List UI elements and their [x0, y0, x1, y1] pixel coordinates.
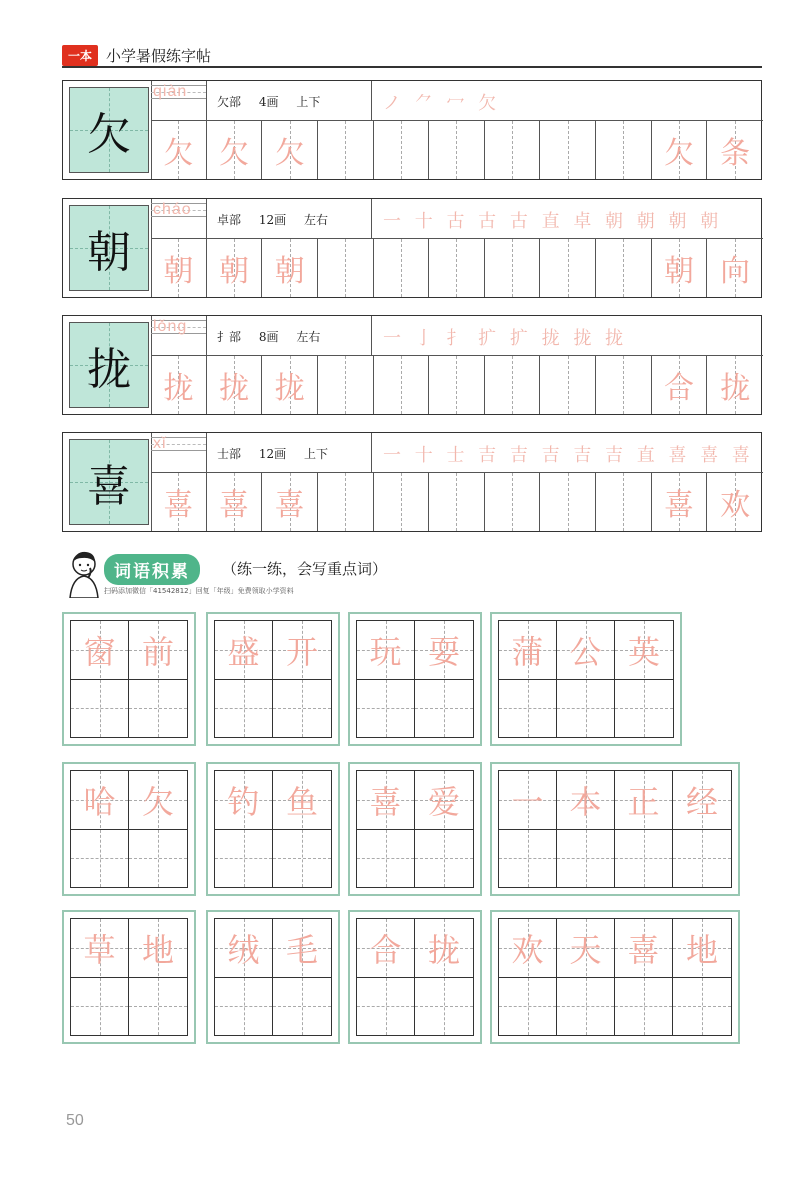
trace-char	[429, 356, 484, 414]
vocab-word-box[interactable]	[348, 762, 482, 896]
vocab-char-cell[interactable]	[615, 621, 673, 737]
stroke-order: 一 十 士 吉 吉 吉 吉 吉 直 喜 喜 喜	[383, 445, 754, 466]
vocab-char-cell[interactable]	[499, 919, 557, 1035]
practice-cell[interactable]	[318, 473, 374, 531]
model-char: 喜	[87, 461, 131, 512]
vocab-char-cell[interactable]	[499, 771, 557, 887]
trace-char	[374, 356, 429, 414]
trace-char	[596, 356, 651, 414]
practice-grid	[151, 473, 763, 531]
vocab-char-cell[interactable]	[129, 771, 187, 887]
trace-char	[429, 121, 484, 179]
vocab-char-cell[interactable]	[415, 621, 473, 737]
practice-cell[interactable]	[374, 356, 430, 414]
model-char-box	[69, 205, 149, 291]
practice-cell[interactable]	[707, 121, 763, 179]
vocab-word-box[interactable]	[490, 910, 740, 1044]
model-char-box	[69, 439, 149, 525]
char-meta	[217, 328, 334, 345]
trace-char	[485, 473, 540, 531]
trace-char	[429, 239, 484, 297]
vocab-char-cell[interactable]	[357, 919, 415, 1035]
vocab-trace-char: 盛	[227, 633, 260, 671]
trace-char: 喜	[163, 488, 194, 523]
trace-char: 喜	[274, 488, 305, 523]
stroke-count: 12画	[258, 213, 287, 227]
vocab-trace-char: 公	[569, 633, 602, 671]
vocab-trace-char: 英	[627, 633, 660, 671]
vocab-trace-char: 拢	[427, 931, 460, 969]
vocab-trace-char: 玩	[369, 633, 402, 671]
practice-cell[interactable]	[374, 239, 430, 297]
model-char: 朝	[87, 227, 131, 278]
trace-char: 拢	[720, 371, 751, 406]
trace-char	[540, 356, 595, 414]
vocab-char-cell[interactable]	[673, 919, 731, 1035]
char-info	[151, 316, 763, 356]
practice-cell[interactable]	[374, 121, 430, 179]
practice-grid	[151, 239, 763, 297]
vocab-char-cell[interactable]	[215, 771, 273, 887]
vocab-char-cell[interactable]	[71, 771, 129, 887]
practice-cell[interactable]	[429, 239, 485, 297]
vocab-word-box[interactable]	[206, 910, 340, 1044]
trace-char	[596, 121, 651, 179]
structure: 上下	[303, 447, 328, 461]
trace-char	[596, 239, 651, 297]
char-meta	[217, 211, 342, 228]
vocab-trace-char: 草	[83, 931, 116, 969]
char-meta	[217, 93, 334, 110]
trace-char	[318, 473, 373, 531]
practice-cell[interactable]	[151, 356, 207, 414]
vocab-trace-char: 哈	[83, 783, 116, 821]
vocab-trace-char: 绒	[227, 931, 260, 969]
trace-char: 朝	[163, 254, 194, 289]
radical: 卓部	[217, 213, 242, 227]
vocab-char-cell[interactable]	[615, 919, 673, 1035]
practice-cell[interactable]	[207, 356, 263, 414]
trace-char	[429, 473, 484, 531]
model-char: 欠	[87, 109, 131, 160]
vocab-title: 词语积累	[104, 554, 200, 585]
vocab-char-cell[interactable]	[71, 621, 129, 737]
practice-cell[interactable]	[596, 121, 652, 179]
trace-char	[318, 356, 373, 414]
char-info	[151, 81, 763, 121]
trace-char: 喜	[664, 488, 695, 523]
practice-cell[interactable]	[485, 121, 541, 179]
vocab-char-cell[interactable]	[357, 771, 415, 887]
vocab-word-box[interactable]	[206, 762, 340, 896]
trace-char: 欠	[664, 136, 695, 171]
vocab-trace-char: 爱	[427, 783, 460, 821]
stroke-count: 12画	[258, 447, 287, 461]
vocab-trace-char: 喜	[627, 931, 660, 969]
vocab-char-cell[interactable]	[71, 919, 129, 1035]
radical: 士部	[217, 447, 242, 461]
vocab-subtitle: （练一练，会写重点词）	[222, 560, 388, 578]
practice-cell[interactable]	[596, 356, 652, 414]
practice-cell[interactable]	[429, 356, 485, 414]
page-number: 50	[66, 1112, 84, 1129]
vocab-trace-char: 窗	[83, 633, 116, 671]
practice-cell[interactable]	[652, 239, 708, 297]
practice-cell[interactable]	[429, 121, 485, 179]
vocab-word-box[interactable]	[62, 762, 196, 896]
trace-char: 拢	[274, 371, 305, 406]
pinyin: qiàn	[153, 83, 188, 100]
vocab-char-cell[interactable]	[215, 621, 273, 737]
practice-cell[interactable]	[374, 473, 430, 531]
vocab-char-cell[interactable]	[557, 919, 615, 1035]
trace-char	[318, 121, 373, 179]
trace-char: 朝	[218, 254, 249, 289]
vocab-trace-char: 开	[285, 633, 318, 671]
trace-char: 欠	[218, 136, 249, 171]
pinyin-cell	[151, 81, 207, 121]
char-practice-row	[62, 198, 762, 298]
stroke-order: 一 亅 扌 扩 扩 拢 拢 拢	[383, 328, 628, 349]
vocab-trace-char: 地	[141, 931, 174, 969]
trace-char: 喜	[218, 488, 249, 523]
trace-char	[318, 239, 373, 297]
stroke-count: 4画	[258, 95, 279, 109]
page-header	[62, 42, 211, 68]
vocab-char-cell[interactable]	[557, 621, 615, 737]
vocab-trace-char: 一	[511, 783, 544, 821]
trace-char	[374, 473, 429, 531]
vocab-char-cell[interactable]	[129, 621, 187, 737]
practice-cell[interactable]	[540, 473, 596, 531]
vocab-trace-char: 钓	[227, 783, 260, 821]
vocab-char-cell[interactable]	[615, 771, 673, 887]
practice-cell[interactable]	[596, 239, 652, 297]
practice-cell[interactable]	[707, 356, 763, 414]
vocab-trace-char: 耍	[427, 633, 460, 671]
pinyin-cell	[151, 433, 207, 473]
vocab-trace-char: 欠	[141, 783, 174, 821]
vocab-word-box[interactable]	[490, 762, 740, 896]
char-practice-row	[62, 80, 762, 180]
vocab-char-cell[interactable]	[499, 621, 557, 737]
trace-char: 朝	[664, 254, 695, 289]
practice-cell[interactable]	[652, 356, 708, 414]
practice-cell[interactable]	[318, 121, 374, 179]
trace-char: 朝	[274, 254, 305, 289]
trace-char	[485, 121, 540, 179]
stroke-order: ノ ⺈ 冖 欠	[383, 93, 501, 114]
vocab-char-cell[interactable]	[357, 621, 415, 737]
structure: 左右	[303, 213, 328, 227]
book-title: 小学暑假练字帖	[106, 46, 212, 65]
trace-char	[485, 356, 540, 414]
trace-char: 条	[720, 136, 751, 171]
trace-char	[596, 473, 651, 531]
vocab-word-box[interactable]	[348, 910, 482, 1044]
practice-cell[interactable]	[596, 473, 652, 531]
practice-cell[interactable]	[262, 239, 318, 297]
vocab-char-cell[interactable]	[415, 771, 473, 887]
vocab-char-cell[interactable]	[673, 771, 731, 887]
practice-cell[interactable]	[485, 473, 541, 531]
practice-cell[interactable]	[262, 356, 318, 414]
trace-char	[374, 239, 429, 297]
vocab-trace-char: 前	[141, 633, 174, 671]
trace-char: 拢	[163, 371, 194, 406]
practice-cell[interactable]	[485, 356, 541, 414]
trace-char: 合	[664, 371, 695, 406]
vocab-word-box[interactable]	[62, 910, 196, 1044]
practice-cell[interactable]	[207, 239, 263, 297]
trace-char: 拢	[218, 371, 249, 406]
practice-cell[interactable]	[151, 121, 207, 179]
practice-cell[interactable]	[318, 239, 374, 297]
header-rule	[62, 66, 762, 68]
trace-char	[485, 239, 540, 297]
practice-cell[interactable]	[540, 356, 596, 414]
series-badge: 一本	[62, 45, 98, 66]
model-char-box	[69, 322, 149, 408]
vocab-char-cell[interactable]	[415, 919, 473, 1035]
trace-char	[540, 121, 595, 179]
structure: 左右	[296, 330, 321, 344]
radical: 欠部	[217, 95, 242, 109]
vocab-char-cell[interactable]	[215, 919, 273, 1035]
vocab-trace-char: 毛	[285, 931, 318, 969]
practice-cell[interactable]	[318, 356, 374, 414]
pinyin-cell	[151, 199, 207, 239]
vocab-trace-char: 合	[369, 931, 402, 969]
vocab-trace-char: 地	[685, 931, 718, 969]
vocab-word-box[interactable]	[206, 612, 340, 746]
vocab-word-box[interactable]	[62, 612, 196, 746]
trace-char: 向	[720, 254, 751, 289]
pinyin: cháo	[153, 201, 192, 218]
vocab-char-cell[interactable]	[273, 919, 331, 1035]
practice-cell[interactable]	[151, 239, 207, 297]
radical: 扌部	[217, 330, 242, 344]
vocab-note: 扫码添加微信「41542812」回复「年级」免费领取小学资料	[104, 587, 294, 595]
practice-cell[interactable]	[485, 239, 541, 297]
vocab-trace-char: 正	[627, 783, 660, 821]
char-practice-row	[62, 432, 762, 532]
vocab-trace-char: 本	[569, 783, 602, 821]
practice-cell[interactable]	[540, 121, 596, 179]
trace-char	[540, 473, 595, 531]
char-practice-row	[62, 315, 762, 415]
practice-cell[interactable]	[207, 121, 263, 179]
practice-cell[interactable]	[151, 473, 207, 531]
model-char: 拢	[87, 344, 131, 395]
vocab-char-cell[interactable]	[129, 919, 187, 1035]
practice-cell[interactable]	[707, 239, 763, 297]
trace-char	[540, 239, 595, 297]
vocab-trace-char: 经	[685, 783, 718, 821]
vocab-trace-char: 天	[569, 931, 602, 969]
char-meta	[217, 445, 342, 462]
practice-grid	[151, 121, 763, 179]
trace-char: 欢	[720, 488, 751, 523]
pinyin: lǒng	[153, 318, 188, 335]
practice-cell[interactable]	[540, 239, 596, 297]
stroke-order: 一 十 古 古 古 直 卓 朝 朝 朝 朝	[383, 211, 723, 232]
vocab-char-cell[interactable]	[273, 621, 331, 737]
practice-cell[interactable]	[652, 121, 708, 179]
practice-cell[interactable]	[652, 473, 708, 531]
trace-char: 欠	[163, 136, 194, 171]
stroke-count: 8画	[258, 330, 279, 344]
pinyin: xǐ	[153, 435, 167, 452]
vocab-trace-char: 蒲	[511, 633, 544, 671]
trace-char	[374, 121, 429, 179]
char-info	[151, 199, 763, 239]
practice-cell[interactable]	[429, 473, 485, 531]
practice-cell[interactable]	[262, 121, 318, 179]
practice-cell[interactable]	[262, 473, 318, 531]
vocab-word-box[interactable]	[490, 612, 682, 746]
practice-grid	[151, 356, 763, 414]
trace-char: 欠	[274, 136, 305, 171]
vocab-word-box[interactable]	[348, 612, 482, 746]
vocab-trace-char: 欢	[511, 931, 544, 969]
boy-thinking-icon	[62, 548, 106, 598]
vocab-trace-char: 喜	[369, 783, 402, 821]
vocab-char-cell[interactable]	[557, 771, 615, 887]
pinyin-cell	[151, 316, 207, 356]
vocab-char-cell[interactable]	[273, 771, 331, 887]
char-info	[151, 433, 763, 473]
vocab-trace-char: 鱼	[285, 783, 318, 821]
model-char-box	[69, 87, 149, 173]
practice-cell[interactable]	[207, 473, 263, 531]
structure: 上下	[296, 95, 321, 109]
vocab-section-header	[62, 548, 462, 598]
practice-cell[interactable]	[707, 473, 763, 531]
